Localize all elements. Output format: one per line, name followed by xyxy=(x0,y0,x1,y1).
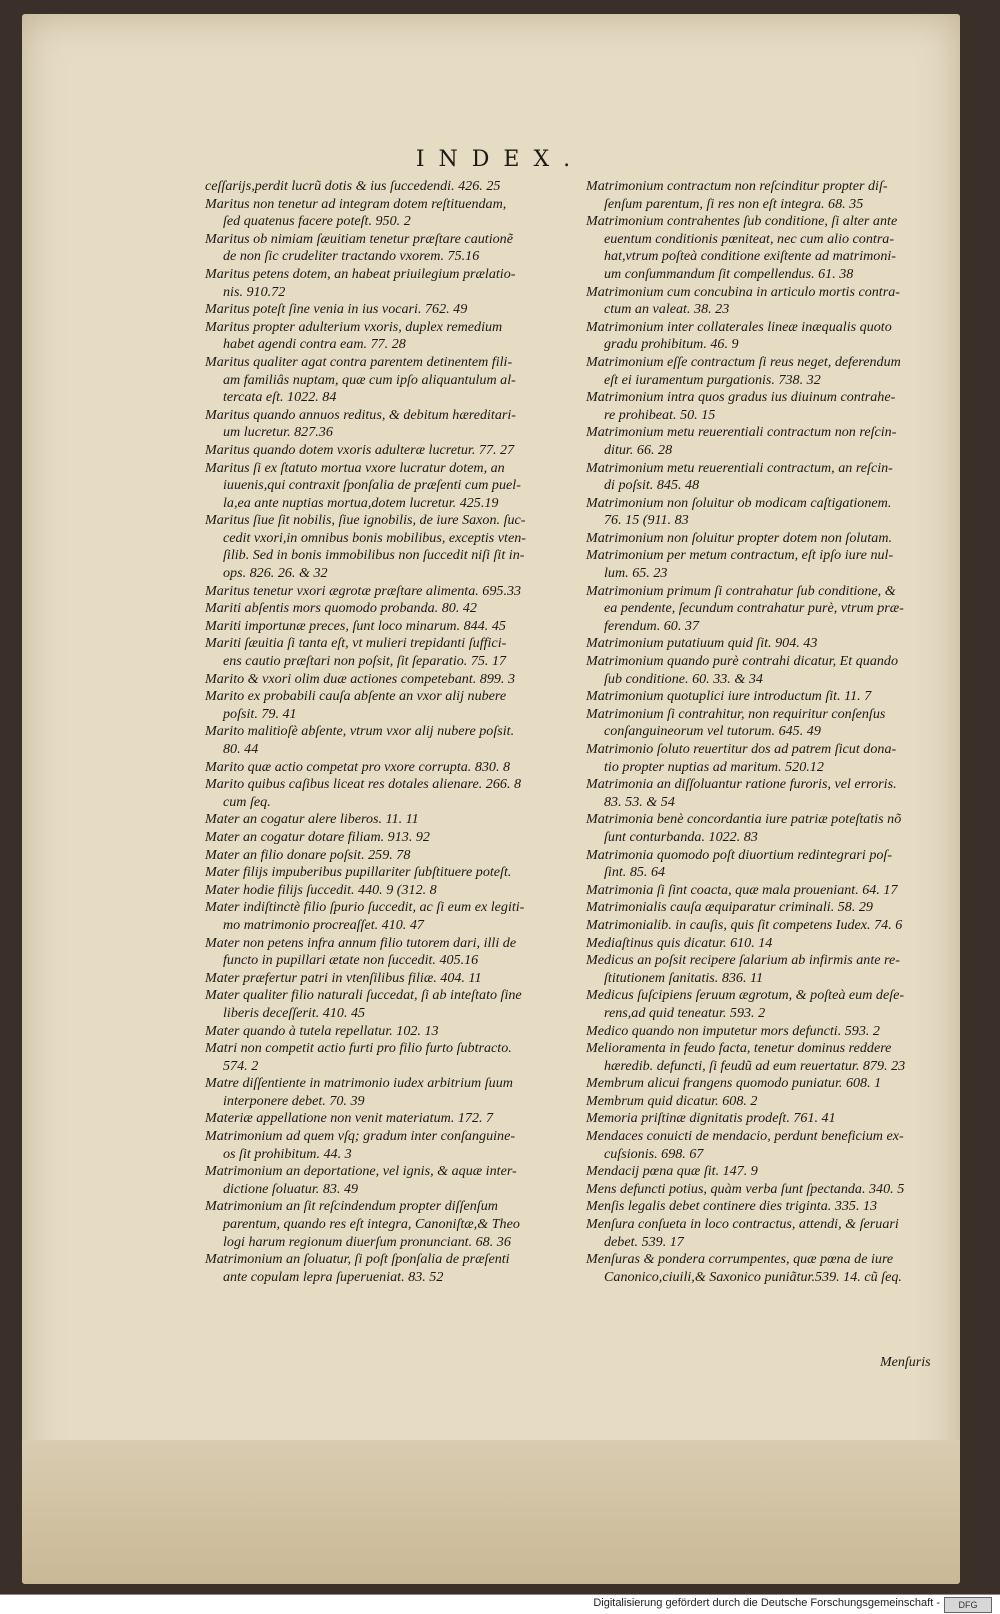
index-entry-line: ceſſarijs,perdit lucrũ dotis & ius ſuccedendi. 426. 25 xyxy=(205,178,501,194)
page-edge xyxy=(22,1440,960,1584)
index-entry-line: Maritus ob nimiam ſæuitiam tenetur præſtare cautionẽ xyxy=(205,230,513,247)
index-entry-line: Mater quando à tutela repellatur. 102. 13 xyxy=(205,1022,439,1039)
index-entry-line: ops. 826. 26. & 32 xyxy=(223,565,328,582)
index-entry-line: Mater an cogatur dotare filiam. 913. 92 xyxy=(205,828,430,845)
index-entry xyxy=(586,389,926,424)
index-entry-line: Mariti importunæ preces, ſunt loco minarum. 844. 45 xyxy=(205,617,506,634)
index-entry-line: cum ſeq. xyxy=(223,793,271,810)
index-entry-line: Menſis legalis debet continere dies triginta. 335. 13 xyxy=(586,1198,878,1215)
index-entry-line: Matrimonio ſoluto reuertitur dos ad patrem ſicut dona- xyxy=(586,741,897,757)
footer-credit: Digitalisierung gefördert durch die Deutsche Forschungsgemeinschaft - xyxy=(593,1597,940,1609)
index-entry-line: ſed quatenus facere poteſt. 950. 2 xyxy=(223,213,411,230)
index-entry-line: Matrimonia ſi ſint coacta, quæ mala proueniant. 64. 17 xyxy=(586,881,898,898)
index-entry-line: ſint. 85. 64 xyxy=(604,864,666,881)
index-entry xyxy=(586,213,926,283)
index-entry-line: Mendacij pœna quæ ſit. 147. 9 xyxy=(586,1163,758,1180)
page-header: INDEX. xyxy=(415,147,585,172)
index-entry-line: Canonico,ciuili,& Saxonico puniãtur.539. 14. cũ ſeq. xyxy=(604,1268,902,1285)
index-entry-line: nis. 910.72 xyxy=(223,283,286,300)
index-entry-line: Medicus ſuſcipiens ſeruum ægrotum, & poſteà eum deſe- xyxy=(586,987,905,1004)
index-entry xyxy=(205,1163,577,1198)
index-entry-line: Mater præfertur patri in vtenſilibus filiæ. 404. 11 xyxy=(205,969,482,986)
index-entry-line: ctum an valeat. 38. 23 xyxy=(604,301,730,318)
index-entry-line: Medico quando non imputetur mors defuncti. 593. 2 xyxy=(586,1022,880,1039)
index-entry xyxy=(205,1251,577,1286)
index-entry-line: Matrimonium eſſe contractum ſi reus neget, deferendum xyxy=(586,353,901,370)
index-entry xyxy=(205,635,577,670)
index-entry-line: Maritus qualiter agat contra parentem detinentem fili- xyxy=(205,353,513,370)
index-entry-line: gradu prohibitum. 46. 9 xyxy=(604,336,739,353)
index-entry xyxy=(205,1023,577,1041)
index-entry-line: ante copulam lepra ſuperueniat. 83. 52 xyxy=(223,1268,444,1285)
index-entry xyxy=(586,547,926,582)
index-entry xyxy=(586,741,926,776)
index-entry-line: ea pendente, ſecundum contrahatur purè, vtrum præ- xyxy=(604,600,904,617)
index-entry-line: Mater hodie filijs ſuccedit. 440. 9 (312. 8 xyxy=(205,881,437,898)
index-entry xyxy=(205,723,577,758)
index-entry-line: functo in pupillari ætate non ſuccedit. 405.16 xyxy=(223,952,479,969)
index-entry-line: hat,vtrum poſteà conditione exiſtente ad matrimoni- xyxy=(604,248,896,265)
index-entry xyxy=(205,319,577,354)
index-entry-line: Matrimonialib. in cauſis, quis ſit competens Iudex. 74. 6 xyxy=(586,916,903,933)
index-entry-line: Mater an cogatur alere liberos. 11. 11 xyxy=(205,811,419,828)
index-entry-line: Mariti ſæuitia ſi tanta eſt, vt mulieri trepidanti ſuffici- xyxy=(205,635,507,652)
index-entry-line: Matrimonium non ſoluitur ob modicam caſtigationem. xyxy=(586,494,892,511)
index-entry-line: Mater indiſtinctè filio ſpurio ſuccedit, ac ſi eum ex legiti- xyxy=(205,899,525,916)
index-entry-line: Maritus poteſt ſine venia in ius vocari. 762. 49 xyxy=(205,301,468,318)
footer-bar xyxy=(0,1594,1000,1614)
index-entry xyxy=(586,530,926,548)
index-entry-line: Matrimonium quotuplici iure introductum ſit. 11. 7 xyxy=(586,688,872,705)
index-entry xyxy=(586,178,926,213)
index-entry xyxy=(586,847,926,882)
index-entry-line: Maritus tenetur vxori ægrotæ præſtare alimenta. 695.33 xyxy=(205,582,522,599)
index-entry xyxy=(586,1163,926,1181)
index-entry-line: ditur. 66. 28 xyxy=(604,441,673,458)
index-entry xyxy=(586,1251,926,1286)
index-entry xyxy=(586,1181,926,1199)
index-entry xyxy=(205,671,577,689)
index-entry-line: logi harum regionum diuerſum pronunciant. 68. 36 xyxy=(223,1233,511,1250)
index-entry-line: la,ea ante nuptias mortua,dotem lucretur. 425.19 xyxy=(223,494,499,511)
index-entry-line: Marito quæ actio competat pro vxore corrupta. 830. 8 xyxy=(205,758,511,775)
index-entry-line: Mater non petens infra annum filio tutorem dari, illi de xyxy=(205,934,517,951)
index-entry xyxy=(586,899,926,917)
index-entry-line: Marito & vxori olim duæ actiones competebant. 899. 3 xyxy=(205,670,516,687)
index-entry-line: 80. 44 xyxy=(223,741,259,757)
index-entry xyxy=(586,776,926,811)
index-entry-line: Matrimonium contractum non reſcinditur propter diſ- xyxy=(586,178,888,194)
index-entry-line: am familiâs nuptam, quæ cum ipſo aliquantulum al- xyxy=(223,371,516,388)
index-entry xyxy=(205,811,577,829)
index-entry-line: poſsit. 79. 41 xyxy=(223,705,297,722)
index-entry-line: Matrimonium metu reuerentiali contractum, an reſcin- xyxy=(586,459,893,476)
index-entry-line: lum. 65. 23 xyxy=(604,565,668,582)
index-entry-line: ſub conditione. 60. 33. & 34 xyxy=(604,670,763,687)
index-entry-line: Mens defuncti potius, quàm verba ſunt ſpectanda. 340. 5 xyxy=(586,1180,905,1197)
index-entry xyxy=(586,987,926,1022)
index-entry-line: parentum, quando res eſt integra, Canoniſtæ,& Theo xyxy=(223,1216,520,1233)
index-entry xyxy=(205,970,577,988)
index-entry-line: ſtitutionem ſanitatis. 836. 11 xyxy=(604,969,764,986)
index-entry-line: ferendum. 60. 37 xyxy=(604,617,699,634)
index-entry xyxy=(586,354,926,389)
index-entry xyxy=(205,935,577,970)
index-entry-line: Maritus propter adulterium vxoris, duplex remedium xyxy=(205,318,503,335)
index-entry-line: Matrimonium ſi contrahitur, non requiritur conſenſus xyxy=(586,705,886,722)
dfg-logo: DFG xyxy=(944,1597,992,1613)
index-entry-line: dictione ſoluatur. 83. 49 xyxy=(223,1180,359,1197)
index-entry xyxy=(205,178,577,196)
index-entry-line: Maritus ſiue ſit nobilis, ſiue ignobilis, de iure Saxon. ſuc- xyxy=(205,512,526,529)
index-entry-line: um conſummandum ſit compellendus. 61. 38 xyxy=(604,265,854,282)
index-entry xyxy=(586,952,926,987)
index-entry-line: um lucretur. 827.36 xyxy=(223,424,333,441)
index-entry-line: Marito ex probabili cauſa abſente an vxor alij nubere xyxy=(205,688,507,705)
index-entry xyxy=(586,495,926,530)
index-entry-line: liberis deceſſerit. 410. 45 xyxy=(223,1004,366,1021)
index-entry xyxy=(205,882,577,900)
index-entry-line: Maritus quando dotem vxoris adulteræ lucretur. 77. 27 xyxy=(205,441,515,458)
index-entry-line: tercata eſt. 1022. 84 xyxy=(223,389,337,406)
index-entry xyxy=(586,583,926,636)
index-entry xyxy=(586,460,926,495)
index-entry xyxy=(205,1198,577,1251)
index-entry-line: Matre diſſentiente in matrimonio iudex arbitrium ſuum xyxy=(205,1075,513,1092)
index-entry-line: Matrimonium an ſoluatur, ſi poſt ſponſalia de præſenti xyxy=(205,1251,510,1268)
index-entry-line: Matrimonia an diſſoluantur ratione furoris, vel erroris. xyxy=(586,776,897,793)
index-entry-line: Matrimonia benè concordantia iure patriæ poteſtatis nõ xyxy=(586,811,902,828)
index-entry-line: os ſit prohibitum. 44. 3 xyxy=(223,1145,352,1162)
index-entry-line: de non ſic crudeliter tractando vxorem. 75.16 xyxy=(223,248,480,265)
index-entry-line: Maritus non tenetur ad integram dotem reſtituendam, xyxy=(205,195,507,212)
index-entry xyxy=(205,442,577,460)
index-entry-line: Matrimonium cum concubina in articulo mortis contra- xyxy=(586,283,900,300)
index-entry-line: ens cautio præſtari non poſsit, ſit ſeparatio. 75. 17 xyxy=(223,653,507,670)
index-entry-line: Mediaſtinus quis dicatur. 610. 14 xyxy=(586,934,773,951)
index-entry xyxy=(205,266,577,301)
index-entry xyxy=(205,354,577,407)
index-entry xyxy=(586,706,926,741)
index-column-left xyxy=(205,178,577,1286)
index-entry xyxy=(205,1110,577,1128)
index-entry xyxy=(586,1110,926,1128)
index-entry xyxy=(205,1040,577,1075)
index-entry-line: 83. 53. & 54 xyxy=(604,793,675,810)
index-entry-line: Matrimonium non ſoluitur propter dotem non ſolutam. xyxy=(586,529,893,546)
index-entry-line: ſilib. Sed in bonis immobilibus non ſuccedit niſi ſit in- xyxy=(223,547,525,564)
index-entry-line: Materiæ appellatione non venit materiatum. 172. 7 xyxy=(205,1110,494,1127)
index-entry-line: Maritus petens dotem, an habeat priuilegium prælatio- xyxy=(205,265,516,282)
index-entry-line: Membrum alicui frangens quomodo puniatur. 608. 1 xyxy=(586,1075,882,1092)
index-entry-line: Matrimonium intra quos gradus ius diuinum contrahe- xyxy=(586,389,896,406)
index-entry-line: Membrum quid dicatur. 608. 2 xyxy=(586,1092,758,1109)
index-entry-line: Mater qualiter filio naturali ſuccedat, ſi ab inteſtato ſine xyxy=(205,987,522,1004)
index-entry-line: iuuenis,qui contraxit ſponſalia de præſenti cum puel- xyxy=(223,477,521,494)
index-entry xyxy=(586,1075,926,1093)
index-entry xyxy=(205,231,577,266)
index-entry-line: Matrimonium an deportatione, vel ignis, & aquæ inter- xyxy=(205,1163,517,1180)
index-entry xyxy=(205,407,577,442)
index-entry-line: habet agendi contra eam. 77. 28 xyxy=(223,336,406,353)
index-entry xyxy=(205,301,577,319)
index-entry xyxy=(205,776,577,811)
index-entry xyxy=(205,600,577,618)
index-entry xyxy=(586,1198,926,1216)
index-entry-line: Medicus an poſsit recipere ſalarium ab infirmis ante re- xyxy=(586,952,900,969)
index-entry xyxy=(205,987,577,1022)
index-entry xyxy=(586,1023,926,1041)
index-entry-line: Melioramenta in feudo facta, tenetur dominus reddere xyxy=(586,1040,892,1057)
index-entry-line: 574. 2 xyxy=(223,1057,259,1074)
index-entry-line: Matrimonium an ſit reſcindendum propter diſſenſum xyxy=(205,1198,498,1215)
index-entry-line: cedit vxori,in omnibus bonis mobilibus, exceptis vten- xyxy=(223,529,526,546)
index-entry xyxy=(586,1128,926,1163)
index-entry xyxy=(586,319,926,354)
index-entry-line: Memoria priſtinæ dignitatis prodeſt. 761. 41 xyxy=(586,1110,836,1127)
index-entry xyxy=(205,1128,577,1163)
index-entry-line: Matrimonium primum ſi contrahatur ſub conditione, & xyxy=(586,582,896,599)
index-entry xyxy=(205,847,577,865)
index-entry-line: Mariti abſentis mors quomodo probanda. 80. 42 xyxy=(205,600,477,617)
index-entry-line: re prohibeat. 50. 15 xyxy=(604,406,716,423)
index-entry xyxy=(205,864,577,882)
index-entry-line: tio propter nuptias ad maritum. 520.12 xyxy=(604,758,824,775)
index-entry-line: Matrimonium metu reuerentiali contractum non reſcin- xyxy=(586,424,897,441)
index-entry-line: 76. 15 (911. 83 xyxy=(604,512,689,529)
index-entry xyxy=(586,653,926,688)
index-entry xyxy=(205,583,577,601)
index-entry-line: Menſura conſueta in loco contractus, attendi, & ſeruari xyxy=(586,1216,899,1233)
index-entry-line: Menſuras & pondera corrumpentes, quæ pœna de iure xyxy=(586,1251,894,1268)
index-entry-line: Matri non competit actio furti pro filio furto ſubtracto. xyxy=(205,1040,512,1057)
index-entry-line: eſt ei iuramentum purgationis. 738. 32 xyxy=(604,371,821,388)
index-entry xyxy=(205,618,577,636)
index-entry-line: Matrimonialis cauſa æquiparatur criminali. 58. 29 xyxy=(586,899,873,916)
index-entry-line: Marito quibus caſibus liceat res dotales alienare. 266. 8 xyxy=(205,776,522,793)
index-entry-line: ſunt conturbanda. 1022. 83 xyxy=(604,828,758,845)
index-entry-line: Mater filijs impuberibus pupillariter ſubſtituere poteſt. xyxy=(205,864,512,881)
index-entry-line: Matrimonium per metum contractum, eſt ipſo iure nul- xyxy=(586,547,894,564)
index-entry-line: hæredib. defuncti, ſi feudũ ad eum reuertatur. 879. 23 xyxy=(604,1057,906,1074)
index-entry xyxy=(586,917,926,935)
index-entry xyxy=(586,882,926,900)
index-entry xyxy=(205,759,577,777)
index-entry-line: Mater an filio donare poſsit. 259. 78 xyxy=(205,846,411,863)
index-entry-line: interponere debet. 70. 39 xyxy=(223,1092,365,1109)
catchword: Menſuris xyxy=(880,1355,931,1370)
index-entry-line: mo matrimonio procreaſſet. 410. 47 xyxy=(223,916,424,933)
index-entry-line: rens,ad quid teneatur. 593. 2 xyxy=(604,1004,766,1021)
index-entry xyxy=(586,1040,926,1075)
index-entry-line: Matrimonium quando purè contrahi dicatur, Et quando xyxy=(586,653,899,670)
index-entry xyxy=(586,635,926,653)
index-entry-line: debet. 539. 17 xyxy=(604,1233,684,1250)
index-entry xyxy=(586,935,926,953)
index-entry-line: Matrimonium ad quem vſq; gradum inter conſanguine- xyxy=(205,1128,516,1145)
index-entry-line: Matrimonia quomodo poſt diuortium redintegrari poſ- xyxy=(586,846,893,863)
index-entry-line: Matrimonium putatiuum quid ſit. 904. 43 xyxy=(586,635,818,652)
index-entry xyxy=(586,811,926,846)
index-entry xyxy=(205,688,577,723)
index-entry xyxy=(586,284,926,319)
index-entry xyxy=(586,688,926,706)
index-entry xyxy=(205,829,577,847)
index-entry xyxy=(205,460,577,513)
index-entry-line: Mendaces conuicti de mendacio, perdunt beneficium ex- xyxy=(586,1128,904,1145)
index-entry xyxy=(205,899,577,934)
index-entry-line: conſanguineorum vel tutorum. 645. 49 xyxy=(604,723,821,740)
index-column-right xyxy=(586,178,926,1286)
index-entry-line: Maritus ſi ex ſtatuto mortua vxore lucratur dotem, an xyxy=(205,459,505,476)
index-entry xyxy=(586,1093,926,1111)
index-entry-line: Matrimonium contrahentes ſub conditione, ſi alter ante xyxy=(586,213,898,230)
index-entry-line: euentum conditionis pœniteat, nec cum alio contra- xyxy=(604,230,895,247)
index-entry xyxy=(205,1075,577,1110)
index-entry xyxy=(205,196,577,231)
index-entry-line: di poſsit. 845. 48 xyxy=(604,477,700,494)
index-entry-line: ſenſum parentum, ſi res non eſt integra. 68. 35 xyxy=(604,195,864,212)
index-entry xyxy=(586,1216,926,1251)
index-entry xyxy=(586,424,926,459)
index-entry-line: Marito malitioſè abſente, vtrum vxor alij nubere poſsit. xyxy=(205,723,515,740)
index-entry xyxy=(205,512,577,582)
index-entry-line: Maritus quando annuos reditus, & debitum hæreditari- xyxy=(205,406,516,423)
index-entry-line: cuſsionis. 698. 67 xyxy=(604,1145,704,1162)
index-entry-line: Matrimonium inter collaterales lineæ inæqualis quoto xyxy=(586,318,892,335)
